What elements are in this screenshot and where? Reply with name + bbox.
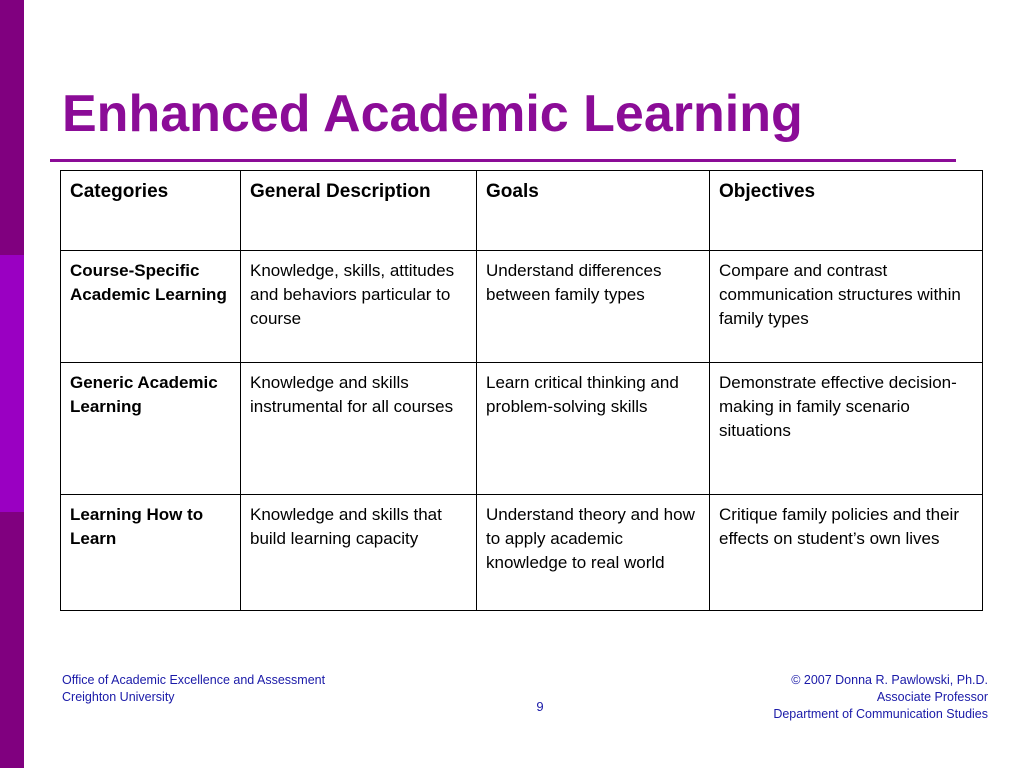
- category-cell: Learning How to Learn: [61, 495, 241, 611]
- table-header-row: [61, 171, 983, 251]
- description-cell: Knowledge, skills, attitudes and behaviors particular to course: [241, 251, 477, 363]
- sidebar-accent-middle: [0, 255, 24, 512]
- header-general-description: General Description: [241, 171, 477, 251]
- footer-author-title: Associate Professor: [876, 690, 988, 704]
- footer-right: [773, 672, 988, 723]
- footer-copyright: © 2007 Donna R. Pawlowski, Ph.D.: [791, 673, 988, 687]
- footer-office-name: Office of Academic Excellence and Assessment: [62, 673, 326, 687]
- sidebar-accent-bottom: [0, 512, 24, 768]
- description-cell: Knowledge and skills that build learning capacity: [241, 495, 477, 611]
- objective-cell: Demonstrate effective decision-making in family scenario situations: [710, 363, 983, 495]
- goal-cell: Understand differences between family types: [477, 251, 710, 363]
- footer-left: [62, 672, 325, 706]
- category-cell: Course-Specific Academic Learning: [61, 251, 241, 363]
- header-categories: Categories: [61, 171, 241, 251]
- header-objectives: Objectives: [710, 171, 983, 251]
- goal-cell: Understand theory and how to apply academic knowledge to real world: [477, 495, 710, 611]
- footer-university-name: Creighton University: [62, 690, 175, 704]
- goal-cell: Learn critical thinking and problem-solving skills: [477, 363, 710, 495]
- slide-title: Enhanced Academic Learning: [62, 85, 803, 143]
- learning-table: [60, 170, 983, 611]
- table-row: [61, 251, 983, 363]
- header-goals: Goals: [477, 171, 710, 251]
- page-number: 9: [536, 699, 544, 714]
- table-row: [61, 363, 983, 495]
- footer-department: Department of Communication Studies: [773, 707, 988, 721]
- objective-cell: Compare and contrast communication structures within family types: [710, 251, 983, 363]
- category-cell: Generic Academic Learning: [61, 363, 241, 495]
- title-underline: [50, 159, 956, 162]
- table-row: [61, 495, 983, 611]
- objective-cell: Critique family policies and their effects on student’s own lives: [710, 495, 983, 611]
- description-cell: Knowledge and skills instrumental for all courses: [241, 363, 477, 495]
- sidebar-accent-top: [0, 0, 24, 255]
